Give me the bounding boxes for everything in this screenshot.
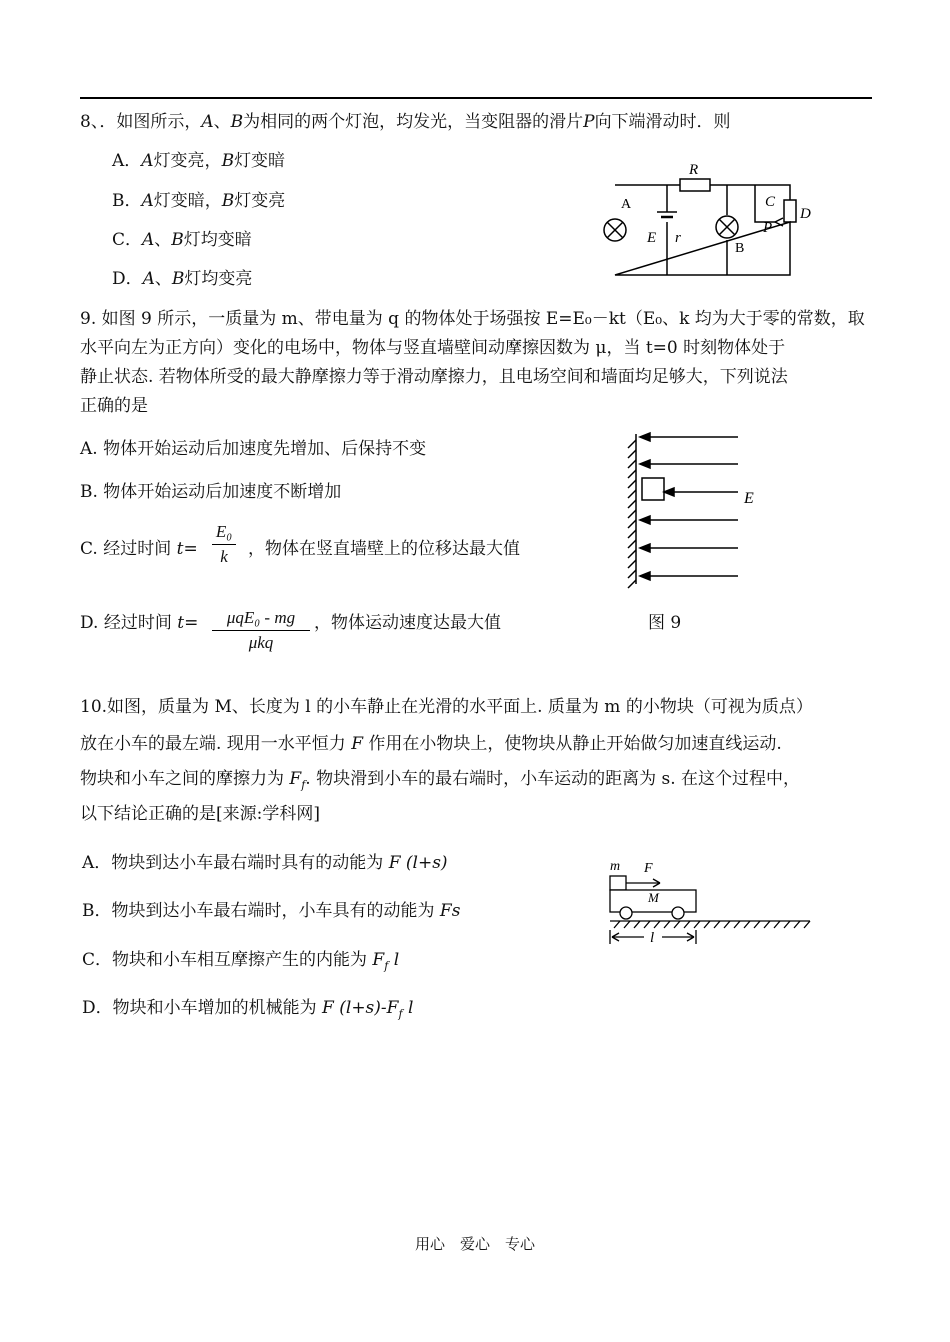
q10-label-cart-mass: M bbox=[648, 890, 659, 905]
q9-stem-line3: 静止状态. 若物体所受的最大静摩擦力等于滑动摩擦力，且电场空间和墙面均足够大，下列说法 bbox=[80, 367, 788, 387]
circuit-label-b: B bbox=[735, 241, 745, 256]
circuit-label-c: C bbox=[765, 194, 776, 210]
q8-option-d: D．A、B灯均变亮 bbox=[112, 269, 253, 289]
q10-option-b: B．物块到达小车最右端时，小车具有的动能为 Fs bbox=[82, 901, 461, 921]
q9-option-c-text: ，物体在竖直墙壁上的位移达最大值 bbox=[248, 539, 520, 559]
q9-option-d-text: ，物体运动速度达最大值 bbox=[314, 613, 501, 633]
q9-field-label: E bbox=[744, 490, 754, 507]
circuit-label-d: D bbox=[800, 206, 811, 222]
circuit-label-r-resistor: R bbox=[689, 162, 699, 178]
q10-stem-line2: 放在小车的最左端. 现用一水平恒力 F 作用在小物块上，使物块从静止开始做匀加速直线运动. bbox=[80, 734, 782, 754]
q9-stem-line1: 9. 如图 9 所示，一质量为 m、带电量为 q 的物体处于场强按 E=E₀－kt（E₀、k 均为大于零的常数，取 bbox=[80, 309, 865, 329]
circuit-label-r: r bbox=[675, 230, 681, 246]
q10-label-m: m bbox=[610, 859, 621, 874]
circuit-label-a: A bbox=[621, 197, 632, 212]
q10-option-d: D．物块和小车增加的机械能为 F $(l+s)-F_f$ l bbox=[82, 998, 414, 1021]
q9-option-d-fraction: μqE₀ - mg μkq bbox=[212, 608, 310, 653]
q8-stem: 8、．如图所示，A、B为相同的两个灯泡，均发光，当变阻器的滑片P向下端滑动时．则 bbox=[80, 112, 731, 132]
q10-label-length: l bbox=[650, 930, 655, 946]
q10-label-force: F bbox=[644, 861, 653, 876]
page-footer: 用心 爱心 专心 bbox=[414, 1235, 535, 1253]
q9-option-d: D. 经过时间 t= bbox=[80, 613, 199, 633]
q8-option-b: B．A灯变暗，B灯变亮 bbox=[112, 191, 286, 211]
q8-option-c: C．A、B灯均变暗 bbox=[112, 230, 252, 250]
circuit-label-p: P bbox=[763, 220, 773, 236]
q9-field-diagram bbox=[620, 430, 770, 590]
q10-option-a: A．物块到达小车最右端时具有的动能为 F (l+s) bbox=[82, 853, 448, 873]
q9-figure-caption: 图 9 bbox=[648, 613, 682, 633]
header-rule bbox=[80, 97, 872, 99]
q9-stem-line2: 水平向左为正方向）变化的电场中，物体与竖直墙壁间动摩擦因数为 μ，当 t=0 时刻物体处于 bbox=[80, 338, 786, 358]
q10-stem-line3: 物块和小车之间的摩擦力为 $F_f$. 物块滑到小车的最右端时，小车运动的距离为 s. 在这个过程中， bbox=[80, 769, 801, 792]
q10-option-c: C．物块和小车相互摩擦产生的内能为 $F_f$ l bbox=[82, 950, 400, 973]
q9-stem-line4: 正确的是 bbox=[80, 396, 148, 416]
q9-option-c: C. 经过时间 t= bbox=[80, 539, 198, 559]
q9-option-c-fraction: E₀ k bbox=[212, 522, 236, 567]
q10-stem-line4: 以下结论正确的是[来源:学科网] bbox=[80, 804, 320, 824]
q9-option-b: B. 物体开始运动后加速度不断增加 bbox=[80, 482, 342, 502]
q10-cart-diagram bbox=[600, 852, 815, 947]
q10-stem-line1: 10.如图，质量为 M、长度为 l 的小车静止在光滑的水平面上. 质量为 m 的小物块（可视为质点） bbox=[80, 697, 813, 717]
q8-circuit-diagram bbox=[595, 160, 825, 285]
q8-option-a: A．A灯变亮，B灯变暗 bbox=[112, 151, 286, 171]
circuit-label-e: E bbox=[647, 230, 657, 246]
q9-option-a: A. 物体开始运动后加速度先增加、后保持不变 bbox=[80, 439, 427, 459]
